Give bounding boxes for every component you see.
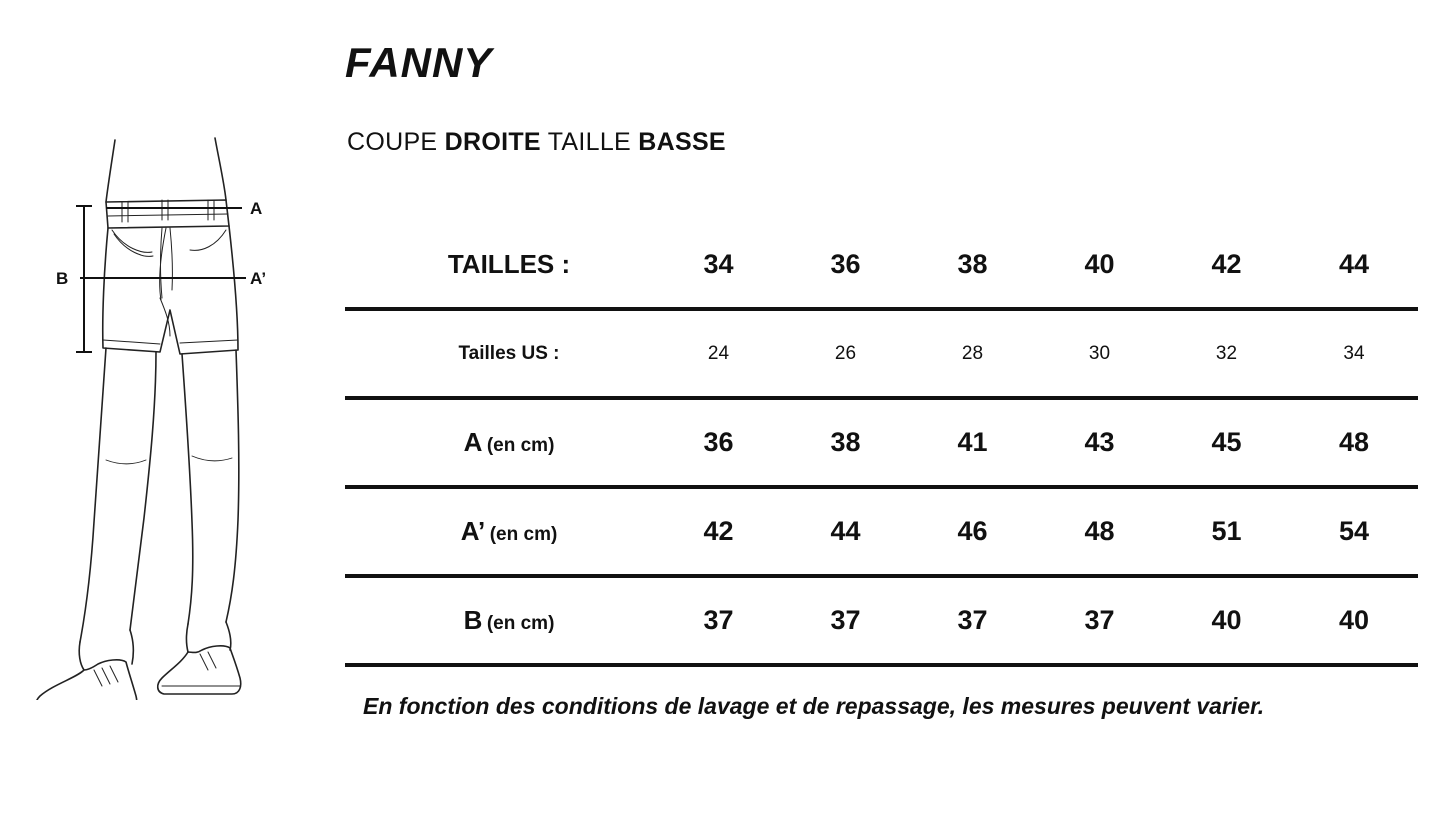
row-label: B (en cm): [463, 605, 555, 635]
figure-label-a: A: [250, 199, 263, 218]
subtitle-bold1: DROITE: [444, 128, 541, 156]
table-cell: 38: [957, 249, 988, 279]
row-label: Tailles US :: [458, 342, 560, 364]
table-cell: 37: [830, 605, 861, 635]
divider: [345, 663, 1418, 667]
table-cell: 40: [1338, 605, 1370, 635]
shorts-illustration: [10, 130, 310, 700]
table-cell: 36: [703, 427, 734, 457]
table-cell: 30: [1088, 342, 1111, 364]
table-cell: 26: [834, 342, 857, 364]
table-cell: 42: [1211, 249, 1242, 279]
table-row: [345, 400, 1418, 485]
table-cell: 48: [1084, 516, 1115, 546]
page-title: FANNY: [345, 39, 493, 86]
table-cell: 36: [830, 249, 861, 279]
content-panel: [345, 0, 1430, 836]
table-cell: 37: [1084, 605, 1115, 635]
table-separator: [345, 663, 1418, 667]
row-label: A’ (en cm): [460, 516, 558, 546]
table-cell: 43: [1084, 427, 1115, 457]
row-label: A (en cm): [463, 427, 555, 457]
table-cell: 24: [707, 342, 730, 364]
table-cell: 40: [1084, 249, 1115, 279]
figure-label-b: B: [56, 269, 69, 288]
table-cell: 42: [703, 516, 734, 546]
table-cell: 44: [830, 516, 861, 546]
subtitle-part2: TAILLE: [540, 128, 639, 156]
table-cell: 37: [957, 605, 988, 635]
subtitle-part1: COUPE: [347, 128, 445, 156]
page-subtitle: [347, 128, 726, 157]
table-row: [345, 578, 1418, 663]
figure-label-a-prime: A’: [250, 269, 267, 288]
table-row: [345, 222, 1418, 307]
subtitle-bold2: BASSE: [638, 128, 726, 156]
figure-panel: [0, 0, 330, 836]
size-table: [345, 222, 1418, 667]
table-cell: 54: [1338, 516, 1370, 546]
table-cell: 28: [961, 342, 984, 364]
table-row: [345, 311, 1418, 396]
table-cell: 34: [703, 249, 734, 279]
table-cell: 32: [1215, 342, 1238, 364]
table-cell: 34: [1343, 342, 1365, 364]
table-cell: 45: [1211, 427, 1242, 457]
row-label: TAILLES :: [447, 249, 571, 279]
table-row: [345, 489, 1418, 574]
footnote: En fonction des conditions de lavage et de repassage, les mesures peuvent varier.: [363, 693, 1265, 719]
table-cell: 40: [1211, 605, 1242, 635]
table-cell: 44: [1338, 249, 1370, 279]
table-cell: 38: [830, 427, 861, 457]
table-cell: 37: [703, 605, 734, 635]
table-cell: 48: [1338, 427, 1370, 457]
table-cell: 41: [957, 427, 988, 457]
table-cell: 46: [957, 516, 988, 546]
table-cell: 51: [1211, 516, 1242, 546]
